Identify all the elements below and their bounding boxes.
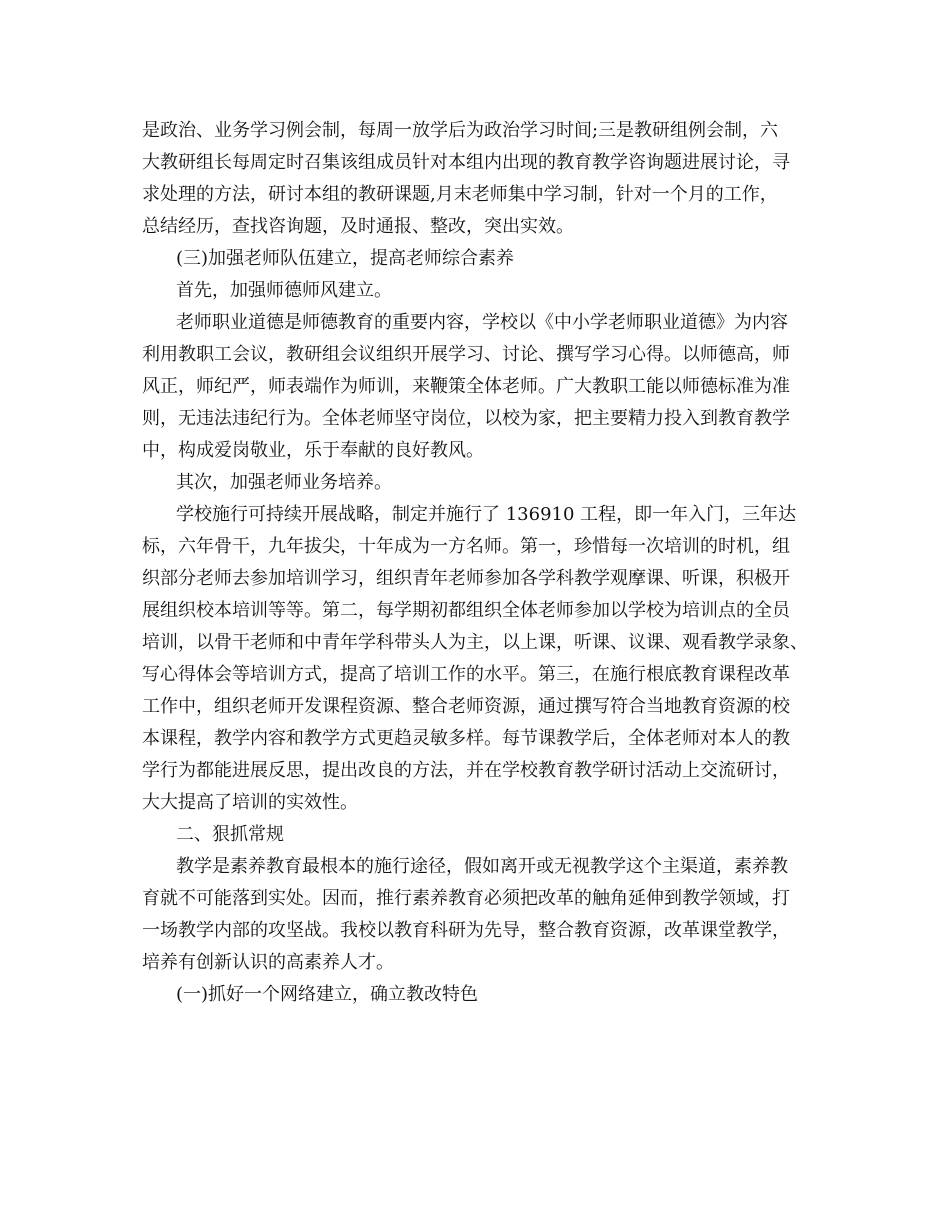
text-line: 标，六年骨干，九年拔尖，十年成为一方名师。第一，珍惜每一次培训的时机，组 xyxy=(142,536,790,557)
text-line: 则，无违法违纪行为。全体老师坚守岗位，以校为家，把主要精力投入到教育教学 xyxy=(142,408,790,429)
text-line: (三)加强老师队伍建立，提高老师综合素养 xyxy=(176,248,515,269)
text-line: 本课程，教学内容和教学方式更趋灵敏多样。每节课教学后，全体老师对本人的教 xyxy=(142,728,790,749)
text-line: 展组织校本培训等等。第二，每学期初都组织全体老师参加以学校为培训点的全员 xyxy=(142,600,790,621)
text-line: 织部分老师去参加培训学习，组织青年老师参加各学科教学观摩课、听课，积极开 xyxy=(142,568,790,589)
text-line: 利用教职工会议，教研组会议组织开展学习、讨论、撰写学习心得。以师德高，师 xyxy=(142,344,790,365)
text-line: 培养有创新认识的高素养人才。 xyxy=(142,952,394,973)
text-line: 大教研组长每周定时召集该组成员针对本组内出现的教育教学咨询题进展讨论，寻 xyxy=(142,152,790,173)
text-line: 首先，加强师德师风建立。 xyxy=(176,280,392,301)
text-line: (一)抓好一个网络建立，确立教改特色 xyxy=(176,984,479,1005)
text-line: 总结经历，查找咨询题，及时通报、整改，突出实效。 xyxy=(142,216,574,237)
text-line: 教学是素养教育最根本的施行途径，假如离开或无视教学这个主渠道，素养教 xyxy=(176,856,788,877)
text-line: 大大提高了培训的实效性。 xyxy=(142,792,358,813)
text-line: 其次，加强老师业务培养。 xyxy=(176,472,392,493)
text-line: 学校施行可持续开展战略，制定并施行了 136910 工程，即一年入门，三年达 xyxy=(176,504,797,525)
text-line: 二、狠抓常规 xyxy=(176,824,284,845)
text-line: 育就不可能落到实处。因而，推行素养教育必须把改革的触角延伸到教学领域，打 xyxy=(142,888,790,909)
text-line: 老师职业道德是师德教育的重要内容，学校以《中小学老师职业道德》为内容 xyxy=(176,312,788,333)
text-line: 工作中，组织老师开发课程资源、整合老师资源，通过撰写符合当地教育资源的校 xyxy=(142,696,790,717)
text-line: 中，构成爱岗敬业，乐于奉献的良好教风。 xyxy=(142,440,484,461)
text-line: 风正，师纪严，师表端作为师训，来鞭策全体老师。广大教职工能以师德标准为准 xyxy=(142,376,790,397)
text-line: 学行为都能进展反思，提出改良的方法，并在学校教育教学研讨活动上交流研讨， xyxy=(142,760,790,781)
document-page xyxy=(142,115,812,1011)
text-line: 一场教学内部的攻坚战。我校以教育科研为先导，整合教育资源，改革课堂教学， xyxy=(142,920,790,941)
text-line: 是政治、业务学习例会制，每周一放学后为政治学习时间;三是教研组例会制，六 xyxy=(142,120,779,141)
text-line: 培训，以骨干老师和中青年学科带头人为主，以上课，听课、议课、观看教学录象、 xyxy=(142,632,808,653)
text-line: 求处理的方法，研讨本组的教研课题,月末老师集中学习制，针对一个月的工作， xyxy=(142,184,778,205)
text-line: 写心得体会等培训方式，提高了培训工作的水平。第三，在施行根底教育课程改革 xyxy=(142,664,790,685)
